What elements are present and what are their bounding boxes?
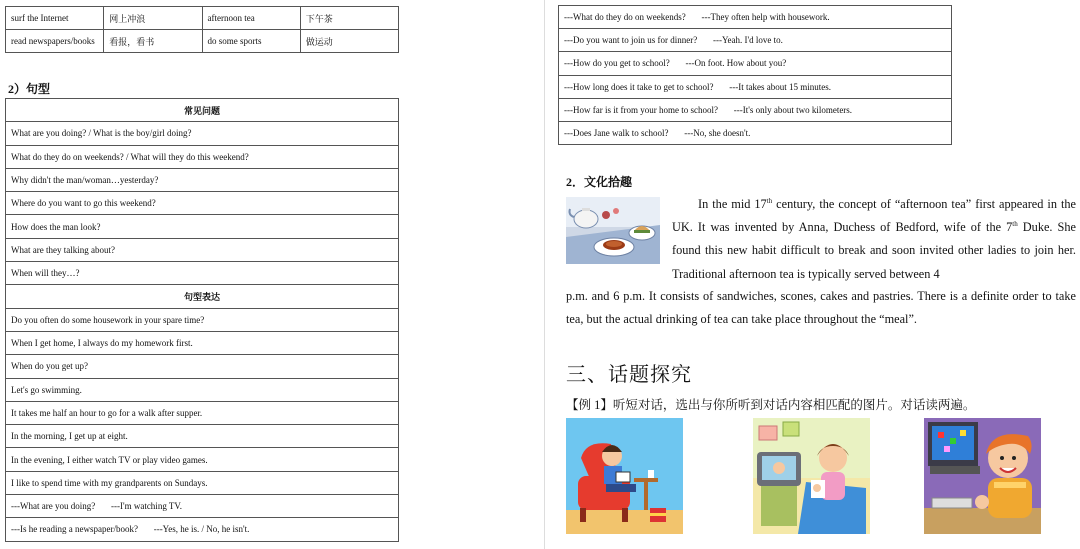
table-row (559, 52, 952, 75)
vocab-cell: surf the Internet (6, 7, 104, 30)
table-row (6, 448, 399, 471)
vocab-cell: afternoon tea (202, 7, 300, 30)
table-row (6, 262, 399, 285)
passage-text: In the mid 17 (698, 197, 767, 211)
common-questions-header: 常见问题 (6, 99, 399, 122)
expression-cell: ---What are you doing? ---I'm watching TV. (6, 495, 399, 518)
example-instruction: 【例 1】听短对话，选出与你所听到对话内容相匹配的图片。对话读两遍。 (566, 398, 976, 412)
dialogue-cell: ---How do you get to school? ---On foot. How about you? (559, 52, 952, 75)
table-row (6, 331, 399, 354)
culture-passage-1 (672, 193, 1076, 286)
table-row (6, 145, 399, 168)
table-row (6, 122, 399, 145)
vocab-cell: 网上冲浪 (104, 7, 202, 30)
dialogue-cell: ---How far is it from your home to school? ---It's only about two kilometers. (559, 98, 952, 121)
watching-tv-image (753, 418, 870, 534)
afternoon-tea-image (566, 197, 660, 264)
table-row (6, 215, 399, 238)
topic-title: 三、话题探究 (566, 364, 692, 386)
sentence-table (5, 98, 399, 542)
dialogue-cell: ---Does Jane walk to school? ---No, she doesn't. (559, 121, 952, 144)
expression-cell: When I get home, I always do my homework first. (6, 331, 399, 354)
expression-cell: When do you get up? (6, 355, 399, 378)
expression-cell: Let's go swimming. (6, 378, 399, 401)
question-cell: What do they do on weekends? / What will they do this weekend? (6, 145, 399, 168)
question-cell: What are they talking about? (6, 238, 399, 261)
vocab-cell: 下午茶 (300, 7, 398, 30)
vocab-cell: 做运动 (300, 30, 398, 53)
question-cell: What are you doing? / What is the boy/girl doing? (6, 122, 399, 145)
passage-text: century, the concept of “afternoon tea” first appeared in the UK. It was invented by Anna, Duchess of Bedford, wife of the 7 (672, 197, 1076, 235)
dialogue-cell: ---What do they do on weekends? ---They often help with housework. (559, 6, 952, 29)
table-row (559, 6, 952, 29)
vocab-cell: 看报，看书 (104, 30, 202, 53)
table-row (6, 471, 399, 494)
expression-cell: It takes me half an hour to go for a walk after supper. (6, 401, 399, 424)
expression-cell: In the evening, I either watch TV or play video games. (6, 448, 399, 471)
question-cell: Why didn't the man/woman…yesterday? (6, 168, 399, 191)
question-cell: When will they…? (6, 262, 399, 285)
dialogue-cell: ---Do you want to join us for dinner? ---Yeah. I'd love to. (559, 29, 952, 52)
table-row (559, 121, 952, 144)
left-column (5, 6, 399, 53)
table-row (6, 401, 399, 424)
culture-passage-2: p.m. and 6 p.m. It consists of sandwiches, scones, cakes and pastries. There is a definite order to take tea, but the actual drinking of tea can take place throughout the “meal”. (566, 289, 1076, 327)
vocab-table (5, 6, 399, 53)
table-row (559, 29, 952, 52)
superscript: th (1012, 220, 1018, 229)
table-row (6, 30, 399, 53)
table-header-row (6, 99, 399, 122)
expression-cell: Do you often do some housework in your spare time? (6, 308, 399, 331)
table-row (6, 308, 399, 331)
dialogue-cell: ---How long does it take to get to school? ---It takes about 15 minutes. (559, 75, 952, 98)
expression-cell: ---Is he reading a newspaper/book? ---Yes, he is. / No, he isn't. (6, 518, 399, 541)
table-row (6, 192, 399, 215)
dialogue-table-wrap (558, 5, 952, 145)
passage-text: Duke. She found this new habit difficult to break and soon invited other ladies to join her. Traditional afternoon tea is typically served between 4 (672, 220, 1076, 281)
sentence-table-wrap (5, 98, 399, 542)
table-row (559, 75, 952, 98)
question-cell: How does the man look? (6, 215, 399, 238)
reading-armchair-image (566, 418, 683, 534)
table-row (6, 355, 399, 378)
vocab-cell: do some sports (202, 30, 300, 53)
table-row (559, 98, 952, 121)
table-header-row (6, 285, 399, 308)
question-cell: Where do you want to go this weekend? (6, 192, 399, 215)
section-title-sentences: 2）句型 (8, 82, 51, 96)
table-row (6, 518, 399, 541)
table-row (6, 7, 399, 30)
expression-cell: In the morning, I get up at eight. (6, 425, 399, 448)
culture-title: 2．文化拾趣 (566, 175, 633, 189)
table-row (6, 378, 399, 401)
table-row (6, 238, 399, 261)
computer-game-image (924, 418, 1041, 534)
table-row (6, 495, 399, 518)
superscript: th (766, 196, 773, 205)
page-divider (544, 0, 545, 549)
table-row (6, 168, 399, 191)
expression-cell: I like to spend time with my grandparents on Sundays. (6, 471, 399, 494)
dialogue-table (558, 5, 952, 145)
table-row (6, 425, 399, 448)
expressions-header: 句型表达 (6, 285, 399, 308)
vocab-cell: read newspapers/books (6, 30, 104, 53)
